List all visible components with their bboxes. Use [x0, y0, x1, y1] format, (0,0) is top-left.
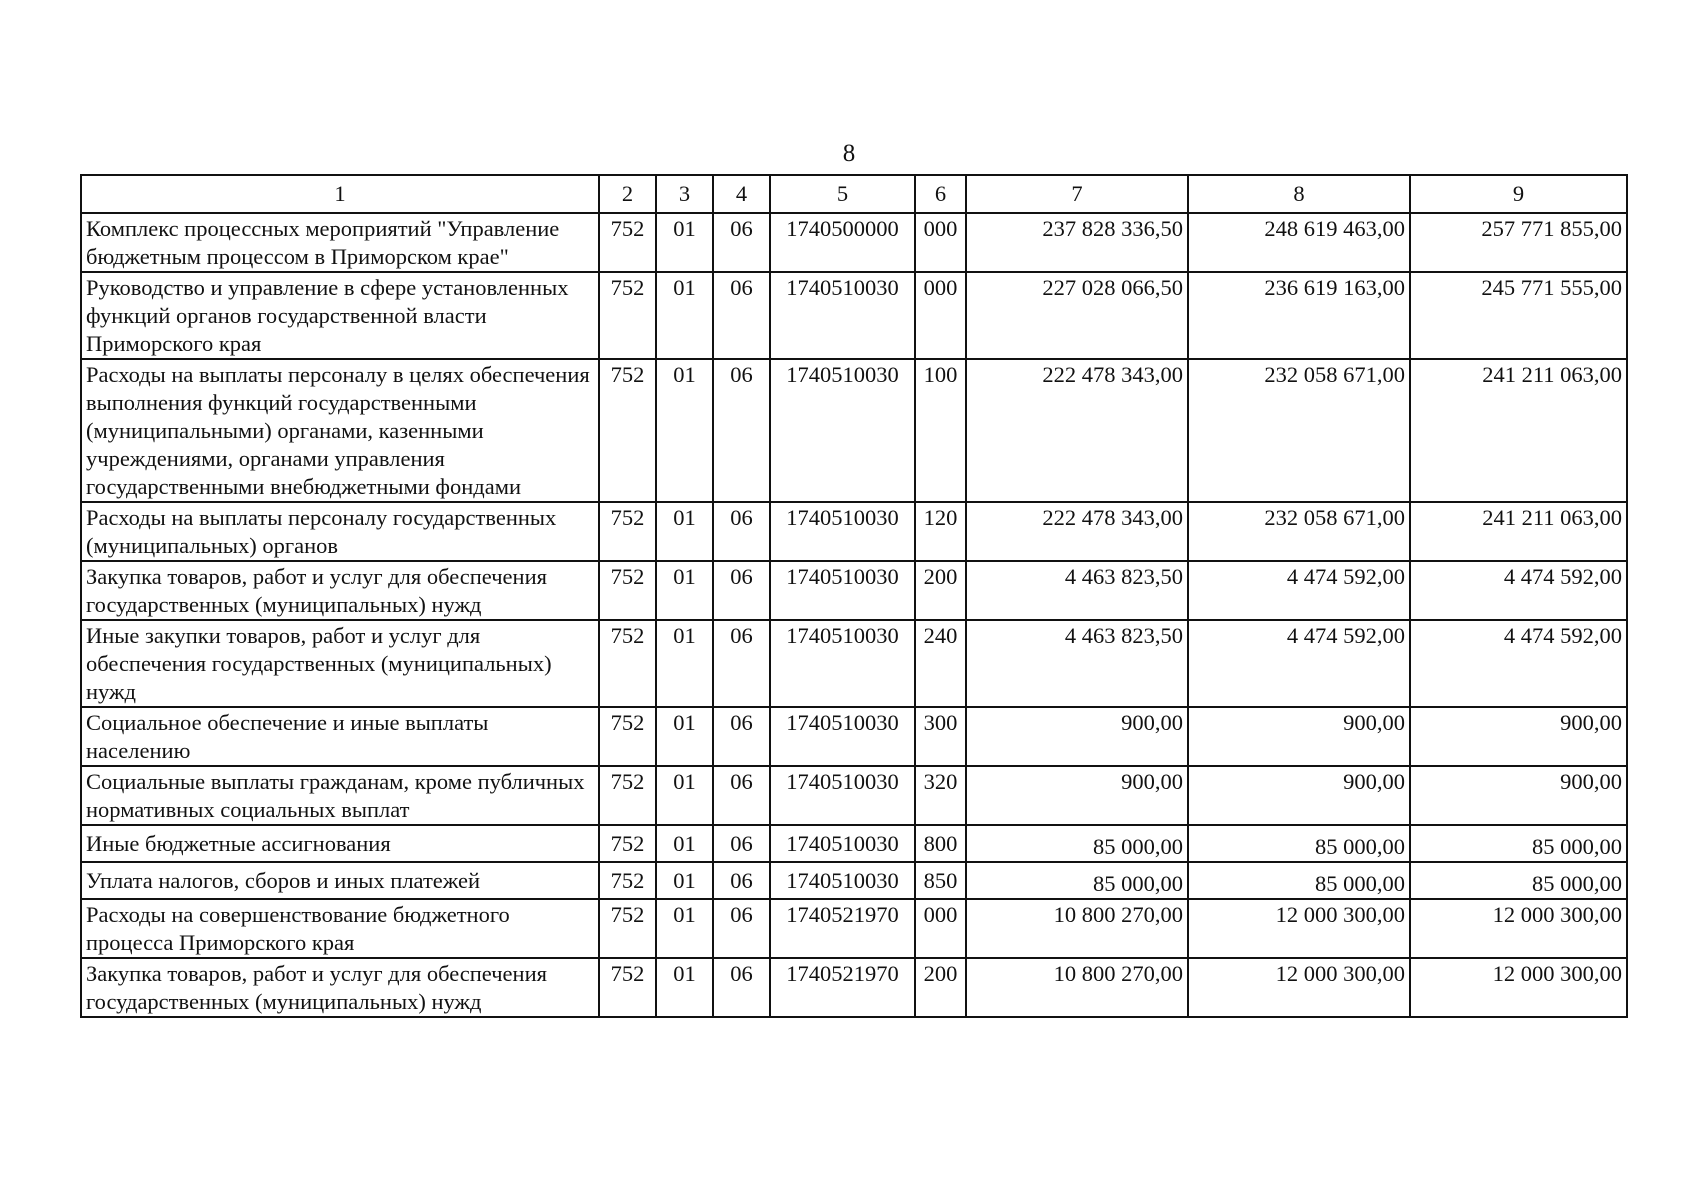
col-9-amount: 85 000,00 [1410, 862, 1627, 899]
col-9-amount: 241 211 063,00 [1410, 502, 1627, 561]
col-9-amount: 85 000,00 [1410, 825, 1627, 862]
col-8-amount: 232 058 671,00 [1188, 502, 1410, 561]
col-4-code: 06 [713, 561, 770, 620]
col-4-code: 06 [713, 862, 770, 899]
row-name: Иные бюджетные ассигнования [81, 825, 599, 862]
col-3-code: 01 [656, 958, 713, 1017]
col-6-code: 800 [915, 825, 966, 862]
col-5-code: 1740510030 [770, 272, 915, 359]
header-col-3: 3 [656, 175, 713, 213]
row-name: Комплекс процессных мероприятий "Управление бюджетным процессом в Приморском крае" [81, 213, 599, 272]
col-9-amount: 900,00 [1410, 766, 1627, 825]
col-4-code: 06 [713, 707, 770, 766]
col-5-code: 1740521970 [770, 958, 915, 1017]
col-4-code: 06 [713, 958, 770, 1017]
col-4-code: 06 [713, 825, 770, 862]
col-7-amount: 4 463 823,50 [966, 620, 1188, 707]
row-name: Закупка товаров, работ и услуг для обеспечения государственных (муниципальных) нужд [81, 561, 599, 620]
col-3-code: 01 [656, 899, 713, 958]
col-8-amount: 4 474 592,00 [1188, 561, 1410, 620]
col-2-code: 752 [599, 862, 656, 899]
col-7-amount: 85 000,00 [966, 825, 1188, 862]
table-row [81, 899, 1627, 958]
col-6-code: 300 [915, 707, 966, 766]
col-8-amount: 12 000 300,00 [1188, 958, 1410, 1017]
col-2-code: 752 [599, 359, 656, 502]
row-name: Расходы на выплаты персоналу в целях обеспечения выполнения функций государственными (муниципальными) органами, казенными учреждениями, органами управления государственными внебюджетными фондами [81, 359, 599, 502]
table-row [81, 766, 1627, 825]
col-9-amount: 4 474 592,00 [1410, 620, 1627, 707]
col-7-amount: 4 463 823,50 [966, 561, 1188, 620]
col-8-amount: 900,00 [1188, 766, 1410, 825]
col-2-code: 752 [599, 707, 656, 766]
col-5-code: 1740521970 [770, 899, 915, 958]
row-name: Уплата налогов, сборов и иных платежей [81, 862, 599, 899]
table-row [81, 213, 1627, 272]
col-9-amount: 12 000 300,00 [1410, 899, 1627, 958]
col-5-code: 1740510030 [770, 766, 915, 825]
col-3-code: 01 [656, 213, 713, 272]
col-9-amount: 900,00 [1410, 707, 1627, 766]
table-row [81, 502, 1627, 561]
col-9-amount: 4 474 592,00 [1410, 561, 1627, 620]
col-7-amount: 237 828 336,50 [966, 213, 1188, 272]
col-5-code: 1740510030 [770, 561, 915, 620]
col-7-amount: 900,00 [966, 707, 1188, 766]
col-5-code: 1740510030 [770, 707, 915, 766]
col-2-code: 752 [599, 561, 656, 620]
budget-table [80, 174, 1628, 1018]
col-4-code: 06 [713, 620, 770, 707]
col-8-amount: 248 619 463,00 [1188, 213, 1410, 272]
header-col-2: 2 [599, 175, 656, 213]
col-2-code: 752 [599, 766, 656, 825]
col-8-amount: 85 000,00 [1188, 862, 1410, 899]
col-3-code: 01 [656, 359, 713, 502]
col-2-code: 752 [599, 958, 656, 1017]
col-7-amount: 10 800 270,00 [966, 958, 1188, 1017]
col-4-code: 06 [713, 272, 770, 359]
col-3-code: 01 [656, 862, 713, 899]
col-7-amount: 10 800 270,00 [966, 899, 1188, 958]
col-6-code: 000 [915, 213, 966, 272]
col-3-code: 01 [656, 620, 713, 707]
col-2-code: 752 [599, 620, 656, 707]
col-8-amount: 12 000 300,00 [1188, 899, 1410, 958]
header-col-1: 1 [81, 175, 599, 213]
col-3-code: 01 [656, 502, 713, 561]
col-5-code: 1740510030 [770, 862, 915, 899]
col-3-code: 01 [656, 561, 713, 620]
col-4-code: 06 [713, 359, 770, 502]
col-3-code: 01 [656, 825, 713, 862]
col-6-code: 120 [915, 502, 966, 561]
table-row [81, 359, 1627, 502]
table-row [81, 561, 1627, 620]
header-row [81, 175, 1627, 213]
table-row [81, 825, 1627, 862]
col-5-code: 1740500000 [770, 213, 915, 272]
col-3-code: 01 [656, 272, 713, 359]
col-7-amount: 900,00 [966, 766, 1188, 825]
col-7-amount: 222 478 343,00 [966, 502, 1188, 561]
col-4-code: 06 [713, 502, 770, 561]
col-4-code: 06 [713, 899, 770, 958]
row-name: Социальное обеспечение и иные выплаты населению [81, 707, 599, 766]
col-6-code: 000 [915, 899, 966, 958]
table-row [81, 272, 1627, 359]
col-7-amount: 227 028 066,50 [966, 272, 1188, 359]
row-name: Расходы на выплаты персоналу государственных (муниципальных) органов [81, 502, 599, 561]
col-8-amount: 236 619 163,00 [1188, 272, 1410, 359]
col-7-amount: 85 000,00 [966, 862, 1188, 899]
col-9-amount: 257 771 855,00 [1410, 213, 1627, 272]
col-6-code: 850 [915, 862, 966, 899]
header-col-9: 9 [1410, 175, 1627, 213]
col-7-amount: 222 478 343,00 [966, 359, 1188, 502]
col-9-amount: 241 211 063,00 [1410, 359, 1627, 502]
table-row [81, 620, 1627, 707]
header-col-7: 7 [966, 175, 1188, 213]
col-9-amount: 12 000 300,00 [1410, 958, 1627, 1017]
col-2-code: 752 [599, 825, 656, 862]
col-4-code: 06 [713, 213, 770, 272]
col-8-amount: 232 058 671,00 [1188, 359, 1410, 502]
col-6-code: 100 [915, 359, 966, 502]
header-col-8: 8 [1188, 175, 1410, 213]
col-5-code: 1740510030 [770, 825, 915, 862]
col-3-code: 01 [656, 707, 713, 766]
col-2-code: 752 [599, 272, 656, 359]
col-6-code: 320 [915, 766, 966, 825]
col-8-amount: 900,00 [1188, 707, 1410, 766]
col-6-code: 000 [915, 272, 966, 359]
header-col-4: 4 [713, 175, 770, 213]
row-name: Социальные выплаты гражданам, кроме публичных нормативных социальных выплат [81, 766, 599, 825]
table-row [81, 862, 1627, 899]
col-2-code: 752 [599, 502, 656, 561]
header-col-6: 6 [915, 175, 966, 213]
col-3-code: 01 [656, 766, 713, 825]
col-5-code: 1740510030 [770, 359, 915, 502]
col-6-code: 200 [915, 561, 966, 620]
col-5-code: 1740510030 [770, 502, 915, 561]
table-row [81, 958, 1627, 1017]
col-6-code: 240 [915, 620, 966, 707]
page-number: 8 [842, 140, 856, 167]
row-name: Закупка товаров, работ и услуг для обеспечения государственных (муниципальных) нужд [81, 958, 599, 1017]
row-name: Расходы на совершенствование бюджетного процесса Приморского края [81, 899, 599, 958]
col-2-code: 752 [599, 213, 656, 272]
table-row [81, 707, 1627, 766]
row-name: Руководство и управление в сфере установленных функций органов государственной власти Приморского края [81, 272, 599, 359]
row-name: Иные закупки товаров, работ и услуг для обеспечения государственных (муниципальных) нужд [81, 620, 599, 707]
col-2-code: 752 [599, 899, 656, 958]
header-col-5: 5 [770, 175, 915, 213]
col-4-code: 06 [713, 766, 770, 825]
col-6-code: 200 [915, 958, 966, 1017]
col-9-amount: 245 771 555,00 [1410, 272, 1627, 359]
col-5-code: 1740510030 [770, 620, 915, 707]
col-8-amount: 4 474 592,00 [1188, 620, 1410, 707]
col-8-amount: 85 000,00 [1188, 825, 1410, 862]
